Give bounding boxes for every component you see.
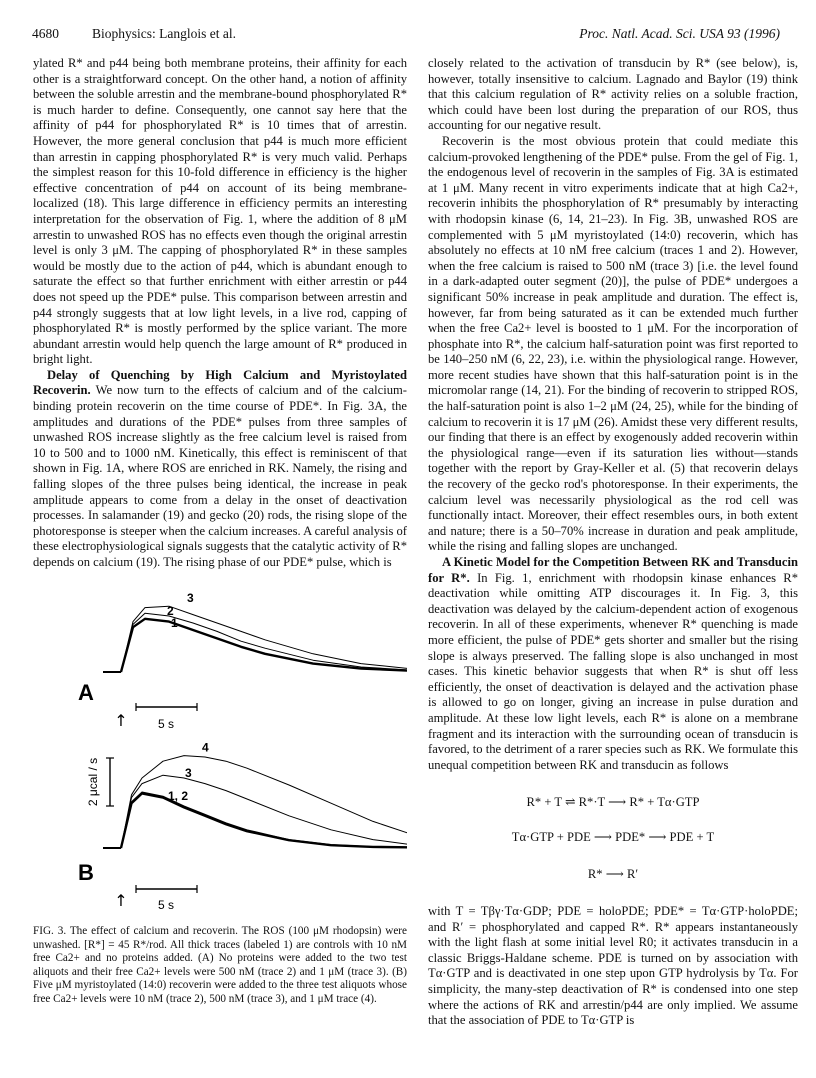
trace-label: 1, 2: [168, 789, 189, 803]
scale-bar-b-label: 5 s: [157, 898, 175, 912]
equation: Tα·GTP + PDE ⟶ PDE* ⟶ PDE + T: [511, 830, 715, 844]
panel-b-label: B: [78, 860, 94, 885]
trace-3: [121, 606, 407, 672]
trace-1: [121, 793, 407, 848]
paragraph: closely related to the activation of transducin by R* (see below), is, however, totally insensitive to calcium. Lagnado and Baylor (19) think that this calcium regulation of R* activity relies on a soluble fraction, which could have been lost during the preparation of our ROS, thus accounting for our negative result.: [428, 56, 798, 133]
right-column: [428, 56, 798, 773]
figure-3: [33, 380, 407, 920]
panel-a: [103, 591, 407, 672]
running-title: Biophysics: Langlois et al.: [92, 26, 236, 41]
figure-caption: [33, 925, 407, 1007]
trace-label: 4: [202, 740, 209, 755]
trace-label: 3: [187, 591, 194, 606]
section-paragraph: [428, 555, 798, 773]
paragraph: with T = Tβγ·Tα·GDP; PDE = holoPDE; PDE* = Tα·GTP·holoPDE; and R′ = phosphorylated and capped R*. R* appears instantaneously with the light flash at some initial level R0; it activates transducin in a classic Briggs-Haldane scheme. PDE is turned on by association with Tα·GTP and is deactivated in one step upon GTP hydrolysis by Tα. For simplicity, the many-step deactivation of R* is condensed into one step where the actions of RK and arrestin/p44 are only implied. We assume that the association of PDE to Tα·GTP is: [428, 904, 798, 1028]
trace-2: [121, 792, 407, 848]
equation: R* + T ⇌ R*·T ⟶ R* + Tα·GTP: [526, 795, 700, 809]
paragraph: Recoverin is the most obvious protein that could mediate this calcium-provoked lengthening of the PDE* pulse. From the gel of Fig. 1, the endogenous level of recoverin in the samples of Fig. 3A is estimated at 1 μM. Many recent in vitro experiments indicate that at high Ca2+, recoverin inhibits the phosphorylation of R* presumably by interacting with rhodopsin kinase (6, 14, 21–23). In Fig. 3B, unwashed ROS are complemented with 5 μM myristoylated (14:0) recoverin, which has absolutely no effects at 10 nM free calcium (traces 1 and 2). However, when the free calcium is raised to 500 nM (trace 3) [i.e. the level found in a dark-adapted outer segment (20)], the pulse of PDE* undergoes a significant 50% increase in peak amplitude and duration. The effect is, however, far from being saturated as it can be extended much further when the free Ca2+ level is boosted to 1 μM. For the incorporation of phosphate into R*, the calcium half-saturation point was first reported to be 140–250 nM (6, 22, 23), i.e. within the physiological range. However, more recent studies have shown that this half-saturation point is in the micromolar range (14, 21). For the binding of recoverin to stripped ROS, the half-saturation point is also 1–2 μM (24, 25), while for the binding of calcium to recoverin it is 17 μM (26). Amidst these very different results, our finding that there is an effect by exogenously added recoverin within the physiological range—even if its saturation lies without—stands together with the report by Gray-Keller et al. (5) that recoverin delays the recovery of the gecko rod's photoresponse. In their experiments, the calcium level was necessarily physiological as the rod cell was functionally intact. Moreover, their effect resembles ours, in both extent and nature; there is a 50–70% increase in duration and peak amplitude, while the rising and falling slopes are unchanged.: [428, 133, 798, 554]
page-header: [32, 26, 780, 44]
equation: R* ⟶ R′: [587, 867, 639, 881]
paragraph-body: We now turn to the effects of calcium and of the calcium-binding protein recoverin on the time course of PDE*. In Fig. 3A, the amplitudes and durations of the PDE* pulses from three samples of unwashed ROS increase slightly as the free calcium level is raised from 10 to 500 and to 1000 nM. Kinetically, this effect is reminiscent of that shown in Fig. 1A, where ROS are enriched in RK. Namely, the rising and falling slopes of the three pulses being identical, the increase in peak amplitude appears to come from a delay in the onset of deactivation processes. In salamander (19) and gecko (20) rods, the rising slope of the photoresponse is steeper when the calcium increases. A careful analysis of these electrophysiological signals suggests that the catalytic activity of R* depends on calcium (19). The rising phase of our PDE* pulse, which is: [33, 383, 407, 569]
scale-bar-a-label: 5 s: [157, 717, 175, 731]
panel-a-label: A: [78, 680, 94, 705]
right-column-continuation: [428, 904, 798, 1029]
trace-label: 1: [171, 615, 178, 630]
reaction-scheme-line-1: [428, 794, 798, 810]
caption-text: FIG. 3. The effect of calcium and recoverin. The ROS (100 μM rhodopsin) were unwashed. [R*] = 45 R*/rod. All thick traces (labeled 1) are controls with 10 nM free Ca2+ and no proteins added. (A) No proteins were added to the two test aliquots and their free Ca2+ levels were 500 nM (trace 2) and 1 μM (trace 3). (B) Five μM myristoylated (14:0) recoverin were added to the three test aliquots whose free Ca2+ levels were 10 nM (trace 2), 500 nM (trace 3), and 1 μM trace (4).: [33, 925, 407, 1005]
section-heading: Delay of Quenching by High Calcium and Myristoylated Recoverin.: [33, 367, 407, 398]
trace-3: [121, 775, 407, 848]
section-heading: A Kinetic Model for the Competition Between RK and Transducin for R*.: [428, 555, 798, 585]
paragraph-body: In Fig. 1, enrichment with rhodopsin kinase enhances R* deactivation while omitting ATP discourages it. In Fig. 3, this deactivation was delayed by the calcium-dependent action of exogenous recoverin. In all of these experiments, whenever R* quenching is made more efficient, the pulse of PDE* gets shorter and smaller but the rising slope is always preserved. The falling slope is also unchanged in most cases. This kinetic behavior suggests that when R* is shut off less efficiently, the onset of deactivation is delayed and the activation phase is allowed to go on longer, giving an increase in pulse duration and amplitude. At these low light levels, each R* is alone on a membrane fragment and its interaction with the surrounding ocean of transducin is favored, to the detriment of a rarer species such as RK. We formulate this unequal competition between RK and transducin as follows: [428, 570, 799, 772]
flash-marker-a: ↑: [114, 711, 128, 730]
journal-citation: Proc. Natl. Acad. Sci. USA 93 (1996): [579, 26, 780, 41]
page-number: 4680: [32, 26, 59, 41]
paragraph: ylated R* and p44 being both membrane proteins, their affinity for each other is a straightforward concept. On the other hand, a notion of affinity between the soluble arrestin and the membrane-bound phosphorylated R* is much harder to define. Consequently, one cannot say here that the affinity of p44 for phosphorylated R* is 10 times that of arrestin. However, the more general conclusion that p44 is much more efficient than arrestin in capping phosphorylated R* is very much valid. Perhaps the simplest reason for this 10-fold difference in efficiency is the higher effective concentration of p44 on account of its being membrane-localized (18). This large difference in efficiency permits an interesting interpretation for the observation of Fig. 1, where the addition of 8 μM arrestin to unwashed ROS has no effects even though the original arrestin level is only 3 μM. The capping of phosphorylated R* in these samples would be mostly due to the action of p44, which is abundant enough to saturate the effect so that further enrichment with either arrestin or p44 does not speed up the PDE* pulse. This comparison between arrestin and p44 strongly suggests that at low light levels, in a live rod, capping of phosphorylated R* is mostly performed by the splice variant. The more abundant arrestin would help quench the large amount of R* produced in bright light.: [33, 56, 407, 367]
figure-svg: [33, 380, 407, 920]
y-scale-bar-label: 2 μcal / s: [86, 757, 100, 807]
panel-b: [103, 741, 407, 848]
flash-marker-b: ↑: [114, 891, 128, 910]
reaction-scheme-line-2: [428, 829, 798, 845]
trace-label: 3: [185, 766, 192, 781]
reaction-scheme-line-3: [428, 866, 798, 882]
trace-label: 2: [167, 604, 174, 619]
